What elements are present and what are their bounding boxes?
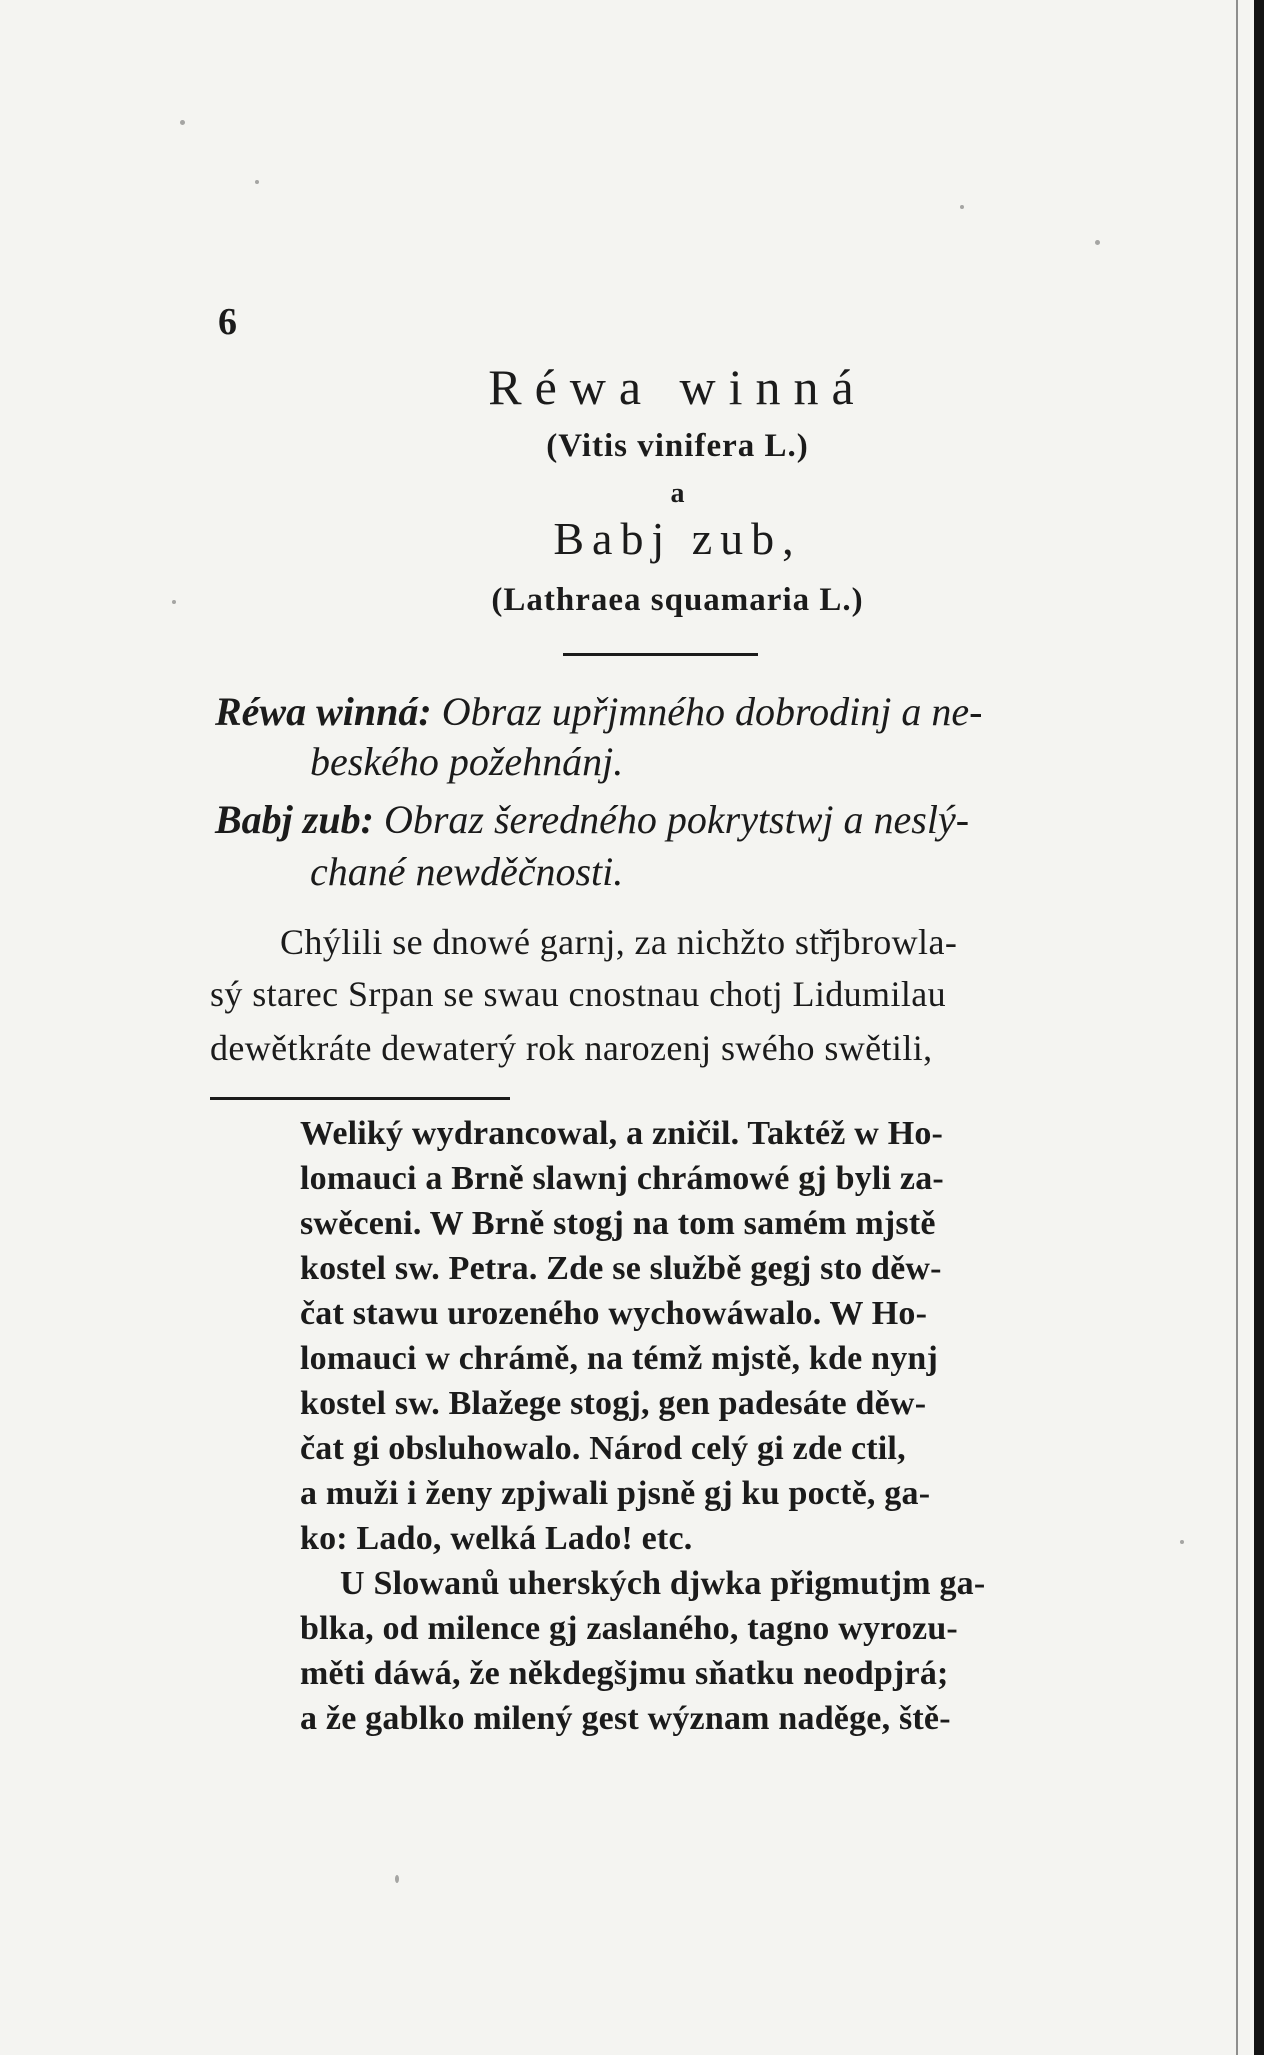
footnote-line: měti dáwá, že někdegšjmu sňatku neodpjrá;	[300, 1655, 949, 1692]
footnote-line: a že gablko milený gest wýznam naděge, ště-	[300, 1700, 951, 1737]
scan-speck	[172, 600, 176, 604]
scan-speck	[960, 205, 964, 209]
footnote-line: kostel sw. Petra. Zde se službě gegj sto děw-	[300, 1250, 942, 1287]
footnote-line: lomauci w chrámě, na témž mjstě, kde nynj	[300, 1340, 939, 1377]
page-number: 6	[218, 301, 237, 343]
epigraph-line	[215, 689, 983, 734]
epigraph-text: Obraz upřjmného dobrodinj a ne-	[431, 689, 983, 734]
title-divider	[563, 653, 758, 656]
second-title: Babj zub,	[553, 513, 802, 564]
footnote-line: lomauci a Brně slawnj chrámowé gj byli za-	[300, 1160, 944, 1197]
epigraph-text: chané newděčnosti.	[310, 849, 624, 894]
scan-speck	[1095, 240, 1100, 245]
page-edge-shadow	[1254, 0, 1264, 2055]
body-line: dewětkráte dewaterý rok narozenj swého swětili,	[210, 1028, 933, 1068]
epigraph-text: beského požehnánj.	[310, 739, 624, 784]
latin-name: (Vitis vinifera L.)	[546, 428, 809, 464]
footnote-line: swěceni. W Brně stogj na tom samém mjstě	[300, 1205, 936, 1242]
footnote-line: čat stawu urozeného wychowáwalo. W Ho-	[300, 1295, 928, 1332]
page-title: Réwa winná	[488, 359, 867, 415]
epigraph-lead: Réwa winná:	[215, 689, 432, 734]
footnote-line: Weliký wydrancowal, a zničil. Taktéž w Ho-	[300, 1115, 944, 1152]
second-latin-name: (Lathraea squamaria L.)	[491, 582, 864, 618]
scan-speck	[255, 180, 259, 184]
footnote-line: čat gi obsluhowalo. Národ celý gi zde ctil,	[300, 1430, 906, 1467]
title-conjunction: a	[670, 478, 685, 509]
epigraph-lead: Babj zub:	[215, 797, 374, 842]
epigraph-line	[310, 739, 624, 784]
footnote-line: a muži i ženy zpjwali pjsně gj ku poctě, ga-	[300, 1475, 931, 1512]
epigraph-text: Obraz šeredného pokrytstwj a neslý-	[373, 797, 970, 842]
footnote-line: ko: Lado, welká Lado! etc.	[300, 1520, 693, 1557]
body-line: sý starec Srpan se swau cnostnau chotj Lidumilau	[210, 974, 947, 1014]
scan-speck	[1180, 1540, 1184, 1544]
epigraph-line	[215, 797, 970, 842]
epigraph-line	[310, 849, 624, 894]
footnote-divider	[210, 1097, 510, 1100]
footnote-line: blka, od milence gj zaslaného, tagno wyrozu-	[300, 1610, 958, 1647]
scan-speck	[180, 120, 185, 125]
footnote-line: kostel sw. Blažege stogj, gen padesáte děw-	[300, 1385, 927, 1422]
footnote-line: U Slowanů uherských djwka přigmutjm ga-	[340, 1565, 986, 1602]
page-border-line	[1236, 0, 1238, 2055]
body-line: Chýlili se dnowé garnj, za nichžto stř̄jbrowla-	[280, 922, 958, 962]
scan-speck	[395, 1875, 399, 1883]
